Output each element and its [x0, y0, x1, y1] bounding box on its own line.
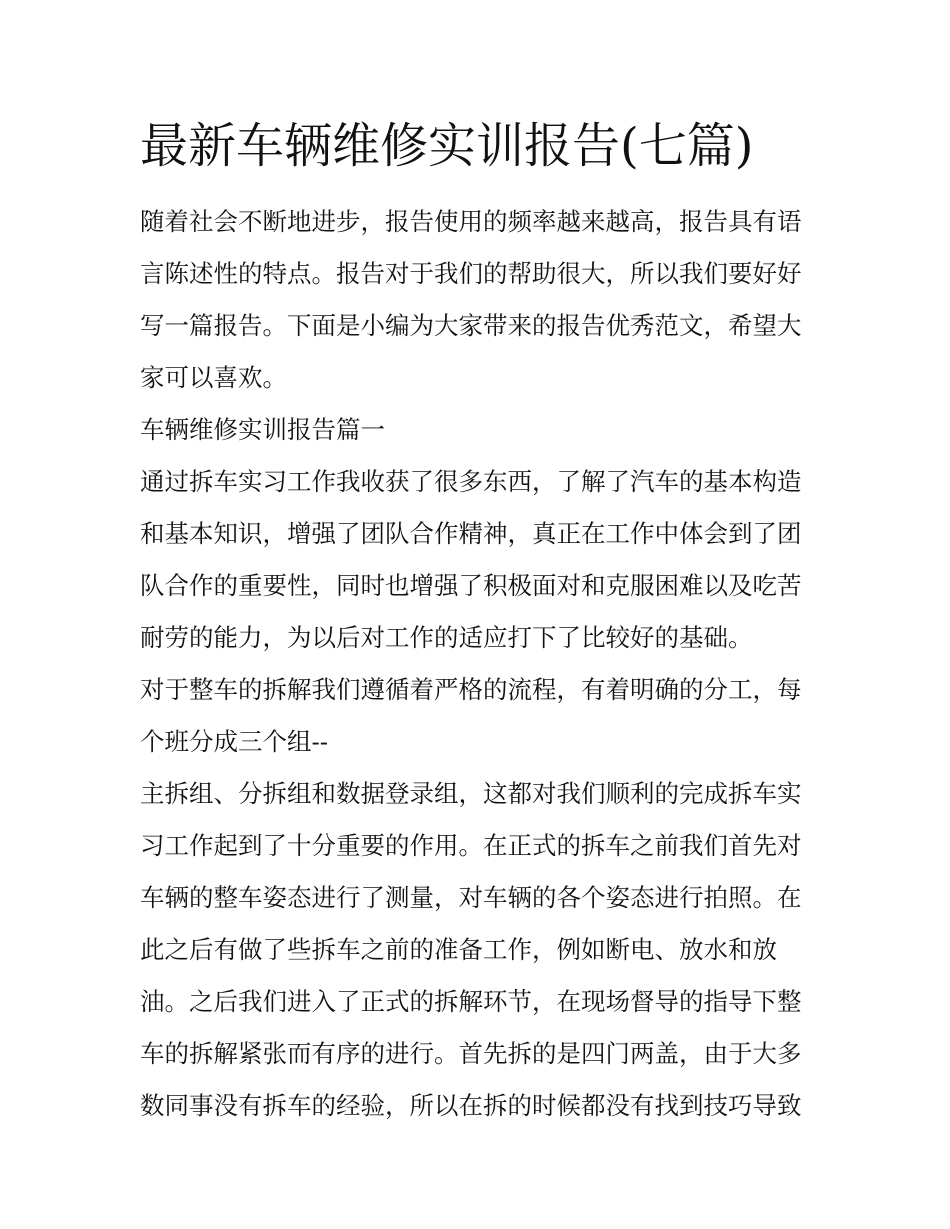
paragraph-line: 言陈述性的特点。报告对于我们的帮助很大，所以我们要好好: [140, 259, 802, 288]
document-body: [140, 196, 820, 1132]
paragraph-line: 写一篇报告。下面是小编为大家带来的报告优秀范文，希望大: [140, 311, 802, 340]
paragraph-line: 和基本知识，增强了团队合作精神，真正在工作中体会到了团: [140, 519, 802, 548]
paragraph-line: 家可以喜欢。: [140, 363, 287, 392]
paragraph-line: 随着社会不断地进步，报告使用的频率越来越高，报告具有语: [140, 207, 802, 236]
paragraph-line: 油。之后我们进入了正式的拆解环节，在现场督导的指导下整: [140, 987, 802, 1016]
paragraph-line: 通过拆车实习工作我收获了很多东西，了解了汽车的基本构造: [140, 467, 802, 496]
paragraph-line: 数同事没有拆车的经验，所以在拆的时候都没有找到技巧导致: [140, 1091, 802, 1120]
paragraph-line: 队合作的重要性，同时也增强了积极面对和克服困难以及吃苦: [140, 571, 802, 600]
paragraph-line: 此之后有做了些拆车之前的准备工作，例如断电、放水和放: [140, 935, 777, 964]
paragraph-line: 主拆组、分拆组和数据登录组，这都对我们顺利的完成拆车实: [140, 779, 802, 808]
paragraph-line: 车的拆解紧张而有序的进行。首先拆的是四门两盖，由于大多: [140, 1039, 802, 1068]
paragraph-line: 习工作起到了十分重要的作用。在正式的拆车之前我们首先对: [140, 831, 802, 860]
paragraph-line: 个班分成三个组--: [140, 727, 329, 756]
paragraph-line: 耐劳的能力，为以后对工作的适应打下了比较好的基础。: [140, 623, 753, 652]
paragraph-line: 车辆的整车姿态进行了测量，对车辆的各个姿态进行拍照。在: [140, 883, 802, 912]
document-title: 最新车辆维修实训报告(七篇): [140, 118, 754, 174]
paragraph-line: 对于整车的拆解我们遵循着严格的流程，有着明确的分工，每: [140, 675, 802, 704]
section-heading: 车辆维修实训报告篇一: [140, 415, 385, 444]
